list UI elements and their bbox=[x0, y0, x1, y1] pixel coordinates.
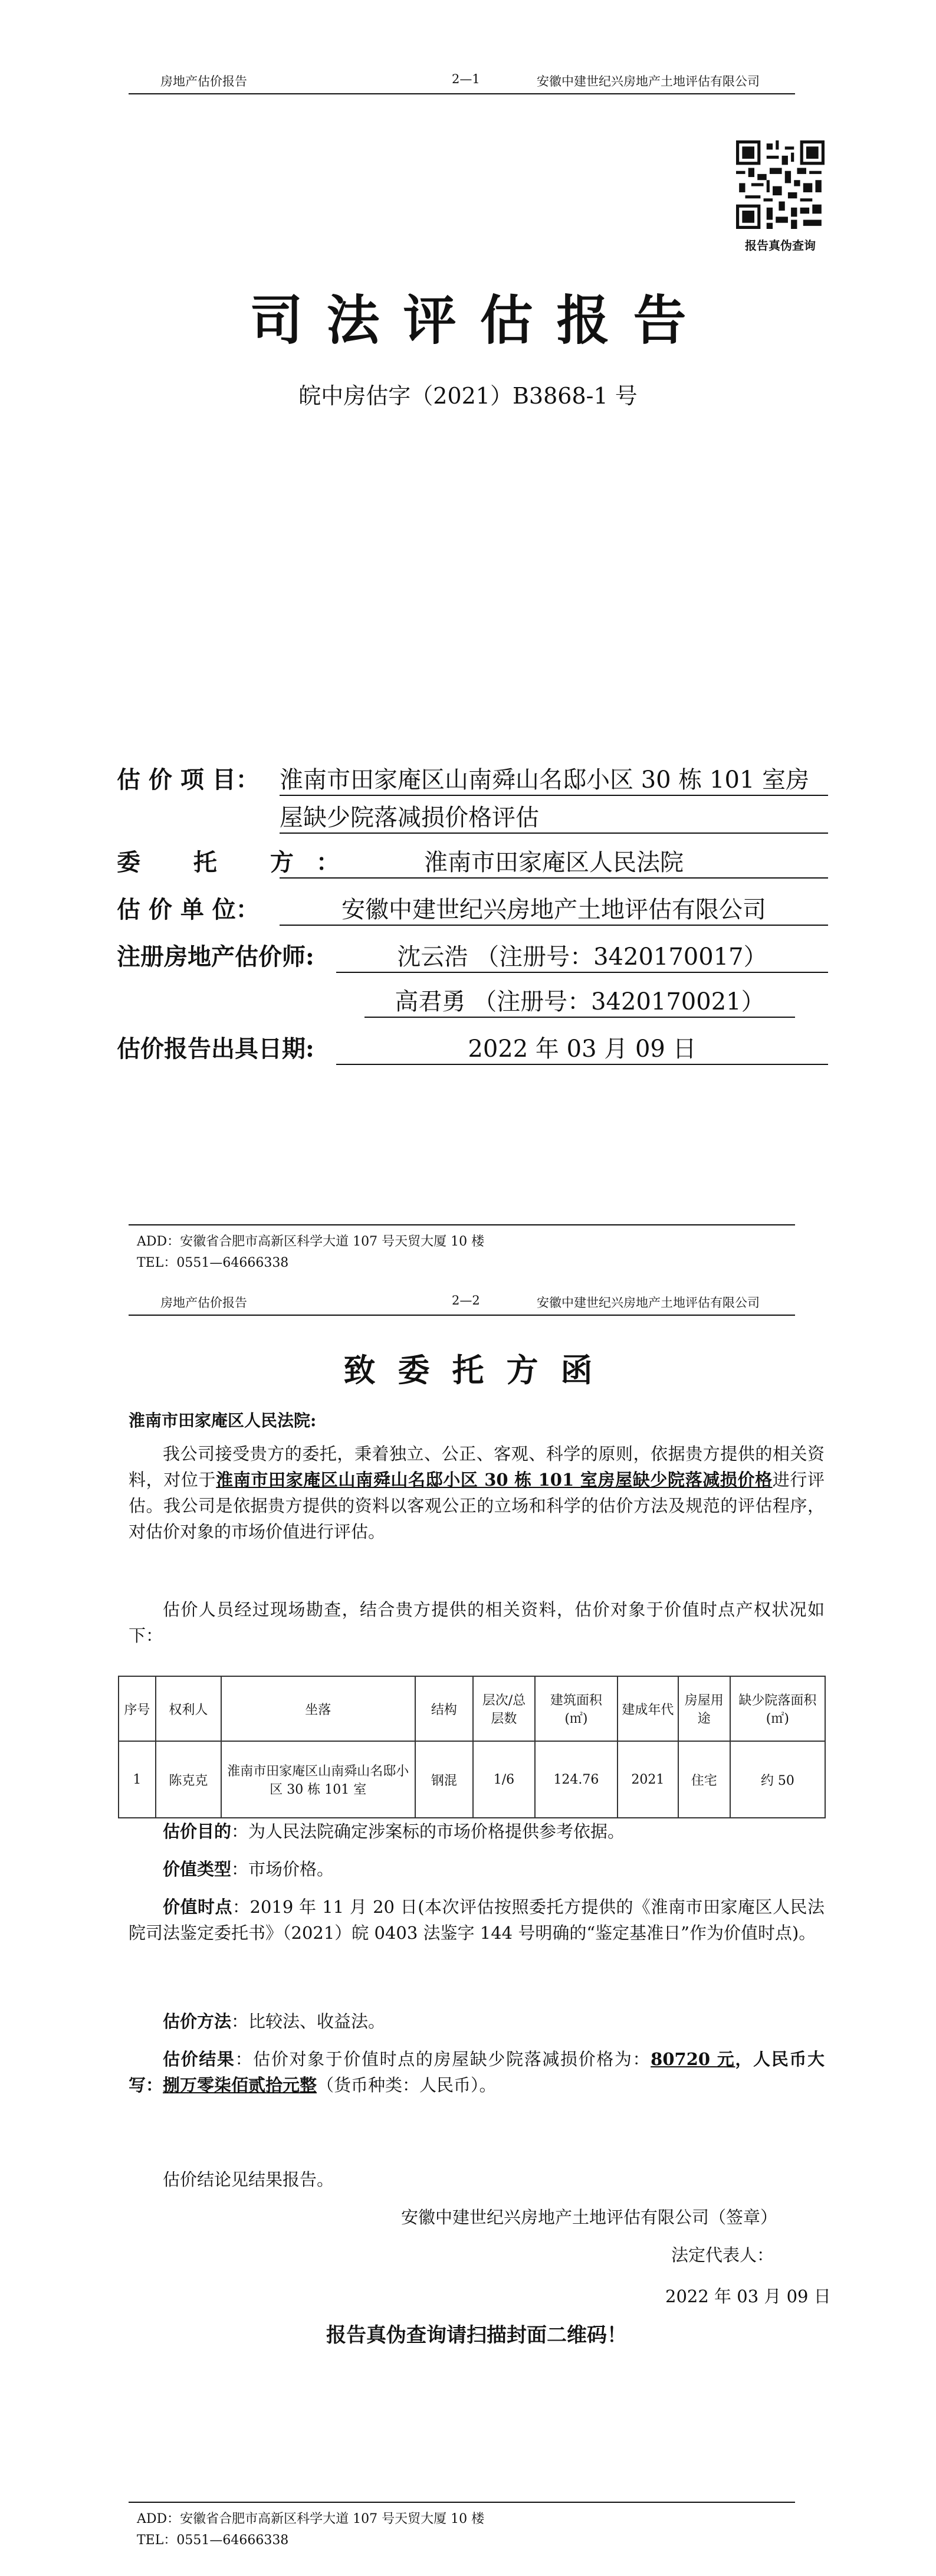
footer-address: ADD：安徽省合肥市高新区科学大道 107 号天贸大厦 10 楼 bbox=[137, 1234, 485, 1249]
conclusion-line: 估价结论见结果报告。 bbox=[163, 2169, 334, 2190]
purpose-line bbox=[129, 1818, 825, 1844]
method-text: ：比较法、收益法。 bbox=[231, 2011, 386, 2031]
value-type-text: ：市场价格。 bbox=[231, 1859, 334, 1879]
company-signature: 安徽中建世纪兴房地产土地评估有限公司（签章） bbox=[401, 2207, 778, 2227]
footer-tel: TEL：0551—64666338 bbox=[137, 2533, 289, 2548]
table-header: 坐落 bbox=[221, 1676, 415, 1741]
table-cell: 约 50 bbox=[730, 1741, 825, 1818]
field-appraiser-1: 沈云浩 （注册号：3420170017） bbox=[336, 938, 828, 973]
p1-text-c: 进行评估。我公司是依据贵方提供的资料以客观公正的立场和科学的估价方法及规范的评估程序，对估价对象的市场价值进行评估。 bbox=[129, 1470, 825, 1542]
purpose-label: 估价目的 bbox=[163, 1821, 232, 1841]
field-unit-label: 估 价 单 位： bbox=[117, 896, 260, 923]
qr-caption: 报告真伪查询 bbox=[745, 238, 816, 253]
table-cell: 1/6 bbox=[473, 1741, 535, 1818]
letter-paragraph-1 bbox=[129, 1441, 825, 1545]
method-line bbox=[129, 2008, 825, 2034]
table-cell: 钢混 bbox=[415, 1741, 473, 1818]
result-line bbox=[129, 2046, 825, 2098]
header-company: 安徽中建世纪兴房地产土地评估有限公司 bbox=[537, 74, 760, 89]
page-footer bbox=[129, 2502, 795, 2551]
field-appraiser-label: 注册房地产估价师: bbox=[117, 943, 314, 971]
value-type-label: 价值类型 bbox=[163, 1859, 232, 1879]
field-client-value: 淮南市田家庵区人民法院 bbox=[280, 844, 828, 879]
property-table bbox=[118, 1676, 826, 1818]
field-unit-value: 安徽中建世纪兴房地产土地评估有限公司 bbox=[280, 891, 828, 926]
method-label: 估价方法 bbox=[163, 2011, 232, 2031]
table-cell: 124.76 bbox=[535, 1741, 618, 1818]
table-header: 建筑面积(㎡) bbox=[535, 1676, 618, 1741]
letter-date: 2022 年 03 月 09 日 bbox=[665, 2286, 831, 2306]
table-cell: 淮南市田家庵区山南舜山名邸小区 30 栋 101 室 bbox=[221, 1741, 415, 1818]
result-text-c: （货币种类：人民币）。 bbox=[317, 2075, 497, 2095]
document-number: 皖中房估字（2021）B3868-1 号 bbox=[298, 383, 638, 409]
field-project-value-1: 淮南市田家庵区山南舜山名邸小区 30 栋 101 室房 bbox=[280, 761, 828, 796]
page-footer bbox=[129, 1224, 795, 1274]
table-header: 结构 bbox=[415, 1676, 473, 1741]
qr-code-icon[interactable] bbox=[736, 140, 825, 229]
table-cell: 陈克克 bbox=[156, 1741, 221, 1818]
field-project-value-2: 屋缺少院落减损价格评估 bbox=[280, 799, 828, 834]
header-company: 安徽中建世纪兴房地产土地评估有限公司 bbox=[537, 1296, 760, 1310]
field-date-value: 2022 年 03 月 09 日 bbox=[336, 1030, 828, 1065]
value-time-label: 价值时点 bbox=[163, 1897, 232, 1917]
value-type-line bbox=[129, 1856, 825, 1882]
field-project-label: 估 价 项 目： bbox=[117, 766, 260, 794]
header-page-number: 2—2 bbox=[452, 1293, 480, 1307]
footer-address: ADD：安徽省合肥市高新区科学大道 107 号天贸大厦 10 楼 bbox=[137, 2512, 485, 2526]
result-label: 估价结果 bbox=[163, 2049, 235, 2069]
table-cell: 1 bbox=[119, 1741, 156, 1818]
result-text-a: ：估价对象于价值时点的房屋缺少院落减损价格为： bbox=[235, 2049, 651, 2069]
verification-note: 报告真伪查询请扫描封面二维码！ bbox=[326, 2323, 627, 2347]
result-amount: 80720 元 bbox=[651, 2049, 735, 2069]
value-time-line bbox=[129, 1894, 825, 1946]
p1-text-a: 我公司接受贵方的委托，秉着独立、公正、客观、科学的原则，依据贵方提供的相关资料，对位于 bbox=[129, 1444, 825, 1490]
field-client-label: 委 托 方： bbox=[117, 848, 362, 876]
table-header: 房屋用途 bbox=[678, 1676, 730, 1741]
header-left: 房地产估价报告 bbox=[160, 74, 247, 89]
table-header: 序号 bbox=[119, 1676, 156, 1741]
cover-page bbox=[0, 0, 936, 1274]
table-cell: 2021 bbox=[618, 1741, 678, 1818]
result-amount-upper: 捌万零柒佰贰拾元整 bbox=[163, 2075, 317, 2095]
footer-tel: TEL：0551—64666338 bbox=[137, 1256, 289, 1270]
value-time-text: ：2019 年 11 月 20 日(本次评估按照委托方提供的《淮南市田家庵区人民法院司法鉴定委托书》（2021）皖 0403 法鉴字 144 号明确的“鉴定基准日”作为价值时点)。 bbox=[129, 1897, 825, 1943]
page-header bbox=[129, 1291, 795, 1316]
report-title: 司法评估报告 bbox=[249, 290, 710, 352]
legal-representative: 法定代表人： bbox=[671, 2245, 774, 2265]
table-header: 建成年代 bbox=[618, 1676, 678, 1741]
field-date-label: 估价报告出具日期: bbox=[117, 1035, 314, 1063]
page-header bbox=[129, 70, 795, 94]
header-page-number: 2—1 bbox=[452, 72, 480, 86]
table-cell: 住宅 bbox=[678, 1741, 730, 1818]
table-header: 权利人 bbox=[156, 1676, 221, 1741]
result-text-b: ，人民币大写： bbox=[129, 2049, 825, 2095]
header-left: 房地产估价报告 bbox=[160, 1296, 247, 1310]
table-header: 缺少院落面积(㎡) bbox=[730, 1676, 825, 1741]
p1-subject: 淮南市田家庵区山南舜山名邸小区 30 栋 101 室房屋缺少院落减损价格 bbox=[216, 1470, 773, 1490]
letter-title: 致委托方函 bbox=[343, 1351, 615, 1389]
table-row bbox=[119, 1741, 825, 1818]
purpose-text: ：为人民法院确定涉案标的市场价格提供参考依据。 bbox=[231, 1821, 625, 1841]
table-header-row bbox=[119, 1676, 825, 1741]
field-appraiser-2: 高君勇 （注册号：3420170021） bbox=[364, 983, 795, 1018]
letter-paragraph-2: 估价人员经过现场勘查，结合贵方提供的相关资料，估价对象于价值时点产权状况如下： bbox=[129, 1600, 825, 1646]
letter-addressee: 淮南市田家庵区人民法院: bbox=[129, 1411, 317, 1430]
table-header: 层次/总层数 bbox=[473, 1676, 535, 1741]
